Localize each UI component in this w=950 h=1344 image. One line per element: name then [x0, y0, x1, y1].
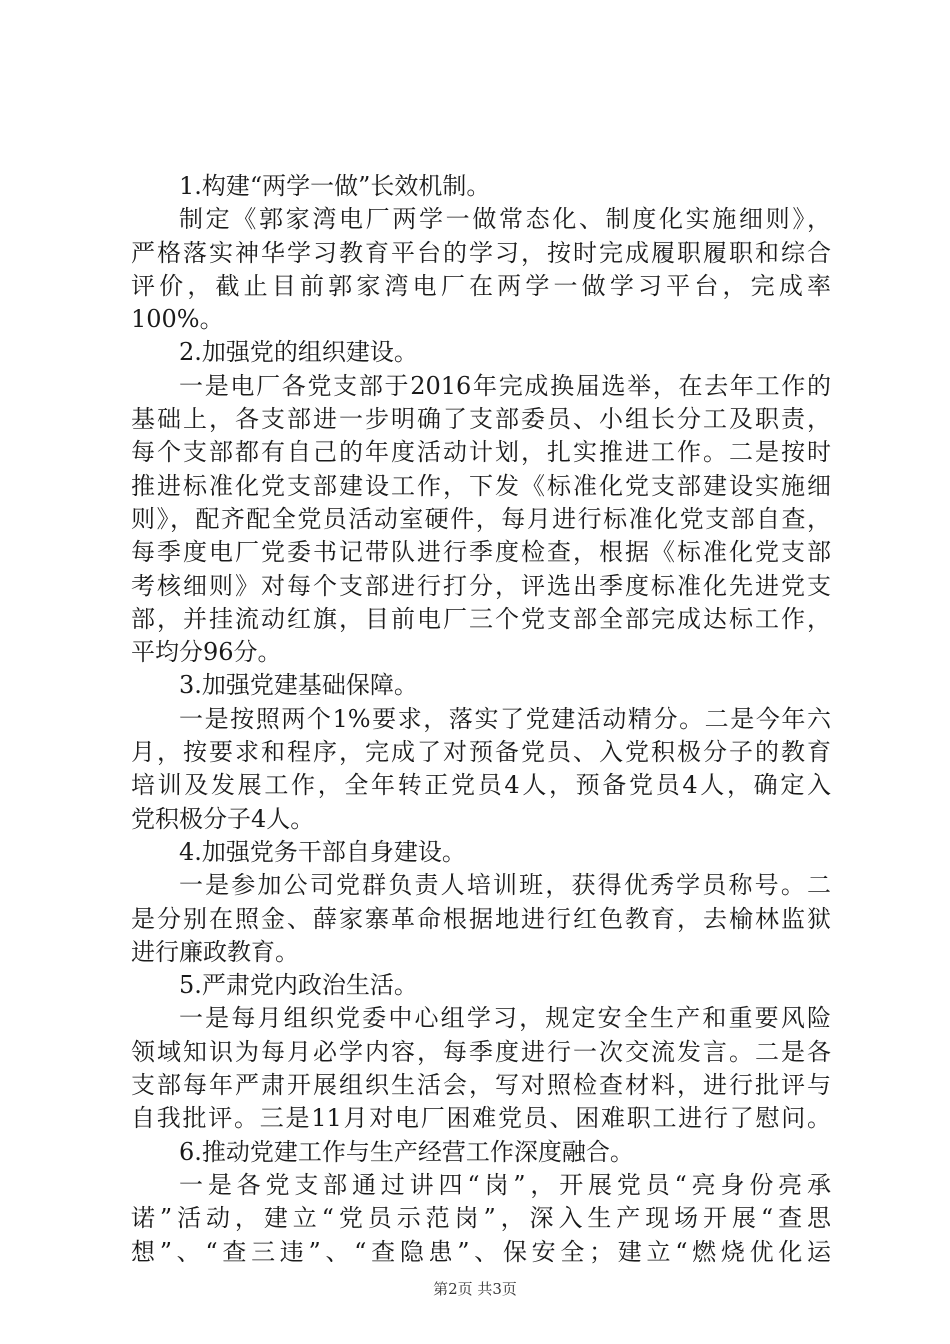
paragraph-line: 基础上，各支部进一步明确了支部委员、小组长分工及职责， — [131, 405, 831, 434]
paragraph-line: 支部每年严肃开展组织生活会，写对照检查材料，进行批评与 — [131, 1071, 831, 1100]
paragraph-line: 平均分96分。 — [131, 638, 282, 667]
paragraph-line: 严格落实神华学习教育平台的学习，按时完成履职履职和综合 — [131, 238, 831, 267]
heading-2: 2.加强党的组织建设。 — [179, 338, 418, 367]
heading-1: 1.构建“两学一做”长效机制。 — [179, 172, 491, 200]
paragraph-line: 一是按照两个1%要求，落实了党建活动精分。二是今年六 — [179, 704, 831, 733]
paragraph-line: 领域知识为每月必学内容，每季度进行一次交流发言。二是各 — [131, 1037, 831, 1066]
heading-3: 3.加强党建基础保障。 — [179, 671, 418, 700]
paragraph-line: 一是每月组织党委中心组学习，规定安全生产和重要风险 — [179, 1004, 831, 1033]
paragraph-line: 自我批评。三是11月对电厂困难党员、困难职工进行了慰问。 — [131, 1104, 831, 1133]
paragraph-line: 进行廉政教育。 — [131, 937, 299, 966]
paragraph-line: 月，按要求和程序，完成了对预备党员、入党积极分子的教育 — [131, 738, 831, 767]
paragraph-line: 想”、“查三违”、“查隐患”、保安全；建立“燃烧优化运 — [131, 1237, 831, 1266]
paragraph-line: 制定《郭家湾电厂两学一做常态化、制度化实施细则》， — [179, 205, 831, 234]
paragraph-line: 考核细则》对每个支部进行打分，评选出季度标准化先进党支 — [131, 571, 831, 600]
paragraph-line: 培训及发展工作，全年转正党员4人，预备党员4人，确定入 — [131, 771, 831, 800]
paragraph-line: 评价，截止目前郭家湾电厂在两学一做学习平台，完成率 — [131, 271, 831, 300]
page-footer: 第2页 共3页 — [433, 1280, 517, 1298]
paragraph-line: 每季度电厂党委书记带队进行季度检查，根据《标准化党支部 — [131, 538, 831, 567]
paragraph-line: 则》，配齐配全党员活动室硬件，每月进行标准化党支部自查， — [131, 504, 831, 533]
paragraph-line: 一是电厂各党支部于2016年完成换届选举，在去年工作的 — [179, 371, 831, 400]
paragraph-line: 党积极分子4人。 — [131, 804, 315, 833]
paragraph-line: 一是各党支部通过讲四“岗”，开展党员“亮身份亮承 — [179, 1170, 831, 1199]
paragraph-line: 诺”活动，建立“党员示范岗”，深入生产现场开展“查思 — [131, 1204, 831, 1233]
paragraph-line: 100%。 — [131, 305, 224, 334]
heading-4: 4.加强党务干部自身建设。 — [179, 837, 466, 866]
paragraph-line: 一是参加公司党群负责人培训班，获得优秀学员称号。二 — [179, 871, 831, 900]
paragraph-line: 部，并挂流动红旗，目前电厂三个党支部全部完成达标工作， — [131, 604, 831, 633]
heading-5: 5.严肃党内政治生活。 — [179, 971, 418, 1000]
paragraph-line: 推进标准化党支部建设工作，下发《标准化党支部建设实施细 — [131, 471, 831, 500]
paragraph-line: 每个支部都有自己的年度活动计划，扎实推进工作。二是按时 — [131, 438, 831, 467]
heading-6: 6.推动党建工作与生产经营工作深度融合。 — [179, 1137, 634, 1166]
paragraph-line: 是分别在照金、薛家寨革命根据地进行红色教育，去榆林监狱 — [131, 904, 831, 933]
document-body — [131, 170, 831, 1269]
